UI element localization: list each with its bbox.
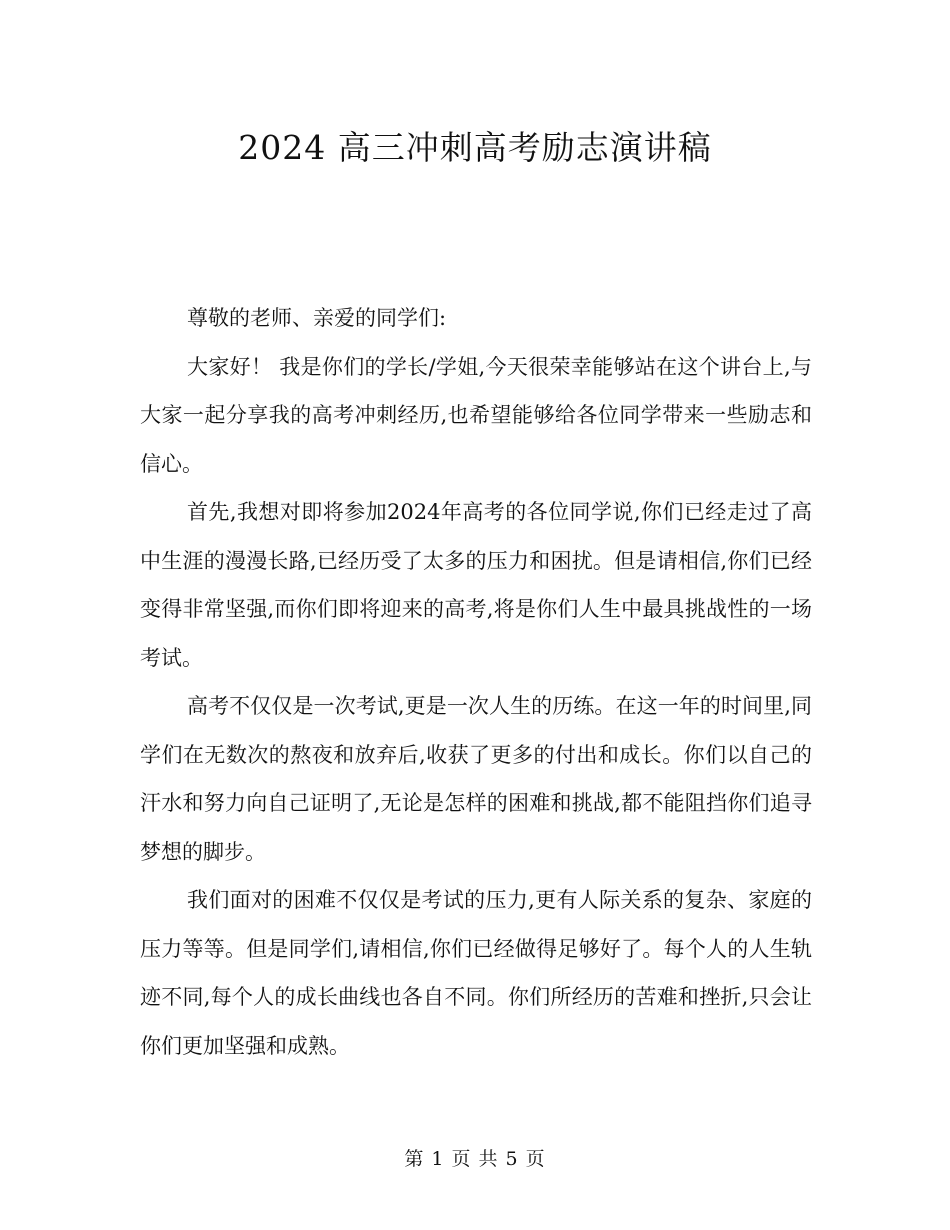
document-body <box>140 294 812 1070</box>
paragraph-2: 首先,我想对即将参加2024年高考的各位同学说,你们已经走过了高中生涯的漫漫长路,已经历受了太多的压力和困扰。但是请相信,你们已经变得非常坚强,而你们即将迎来的高考,将是你们人生中最具挑战性的一场考试。 <box>140 500 812 670</box>
paragraph-4: 我们面对的困难不仅仅是考试的压力,更有人际关系的复杂、家庭的压力等等。但是同学们,请相信,你们已经做得足够好了。每个人的人生轨迹不同,每个人的成长曲线也各自不同。你们所经历的苦难和挫折,只会让你们更加坚强和成熟。 <box>140 888 812 1058</box>
paragraph-3: 高考不仅仅是一次考试,更是一次人生的历练。在这一年的时间里,同学们在无数次的熬夜和放弃后,收获了更多的付出和成长。你们以自己的汗水和努力向自己证明了,无论是怎样的困难和挑战,都不能阻挡你们追寻梦想的脚步。 <box>140 694 812 864</box>
greeting-line: 尊敬的老师、亲爱的同学们: <box>187 306 447 330</box>
page-number-footer: 第 1 页 共 5 页 <box>404 1148 546 1170</box>
page-title: 2024 高三冲刺高考励志演讲稿 <box>238 128 712 167</box>
paragraph-1: 大家好！ 我是你们的学长/学姐,今天很荣幸能够站在这个讲台上,与大家一起分享我的高考冲刺经历,也希望能够给各位同学带来一些励志和信心。 <box>140 354 812 476</box>
